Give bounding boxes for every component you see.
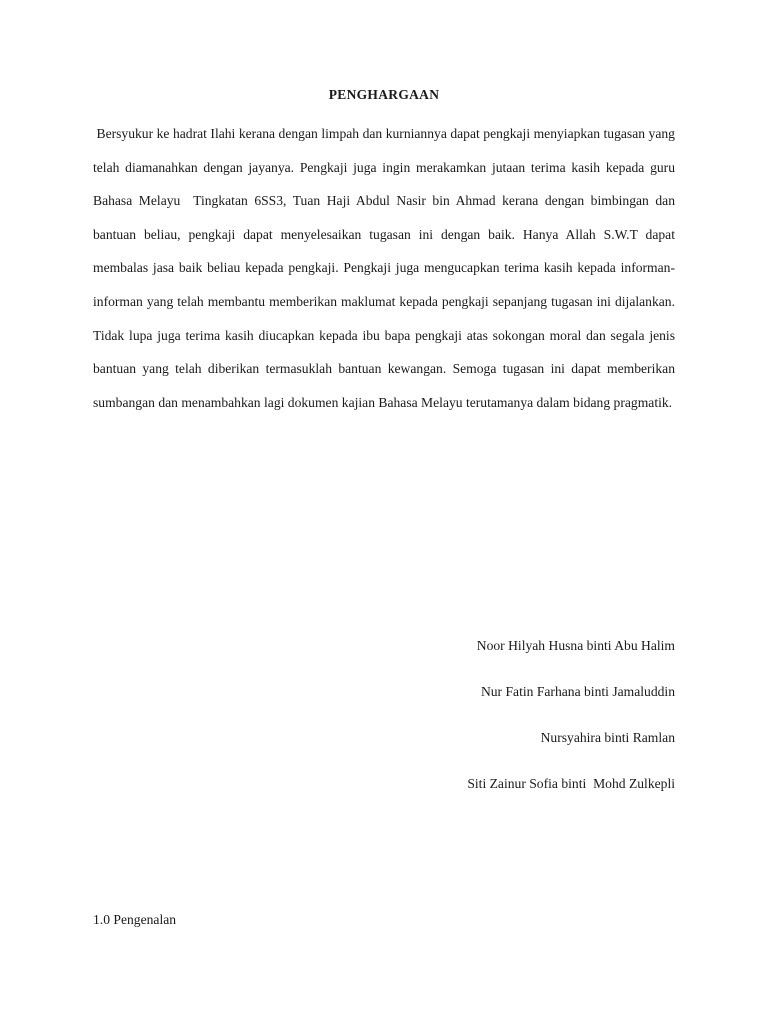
- signatory-name: Siti Zainur Sofia binti Mohd Zulkepli: [467, 776, 675, 791]
- signatory-name: Noor Hilyah Husna binti Abu Halim: [476, 638, 675, 653]
- section-heading: 1.0 Pengenalan: [93, 912, 177, 927]
- acknowledgement-paragraph: Bersyukur ke hadrat Ilahi kerana dengan limpah dan kurniannya dapat pengkaji menyiapkan tugasan yang telah diamanahkan dengan jayanya. Pengkaji juga ingin merakamkan jutaan terima kasih kepada guru Bahasa Melayu Tingkatan 6SS3, Tuan Haji Abdul Nasir bin Ahmad kerana dengan bimbingan dan bantuan beliau, pengkaji dapat menyelesaikan tugasan ini dengan baik. Hanya Allah S.W.T dapat membalas jasa baik beliau kepada pengkaji. Pengkaji juga mengucapkan terima kasih kepada informan-informan yang telah membantu memberikan maklumat kepada pengkaji sepanjang tugasan ini dijalankan. Tidak lupa juga terima kasih diucapkan kepada ibu bapa pengkaji atas sokongan moral dan segala jenis bantuan yang telah diberikan termasuklah bantuan kewangan. Semoga tugasan ini dapat memberikan sumbangan dan menambahkan lagi dokumen kajian Bahasa Melayu terutamanya dalam bidang pragmatik.: [93, 126, 679, 410]
- signatory-list: [275, 632, 675, 816]
- signatory-name: Nursyahira binti Ramlan: [540, 730, 675, 745]
- signatory-name: Nur Fatin Farhana binti Jamaluddin: [480, 684, 675, 699]
- page-title: PENGHARGAAN: [328, 87, 440, 102]
